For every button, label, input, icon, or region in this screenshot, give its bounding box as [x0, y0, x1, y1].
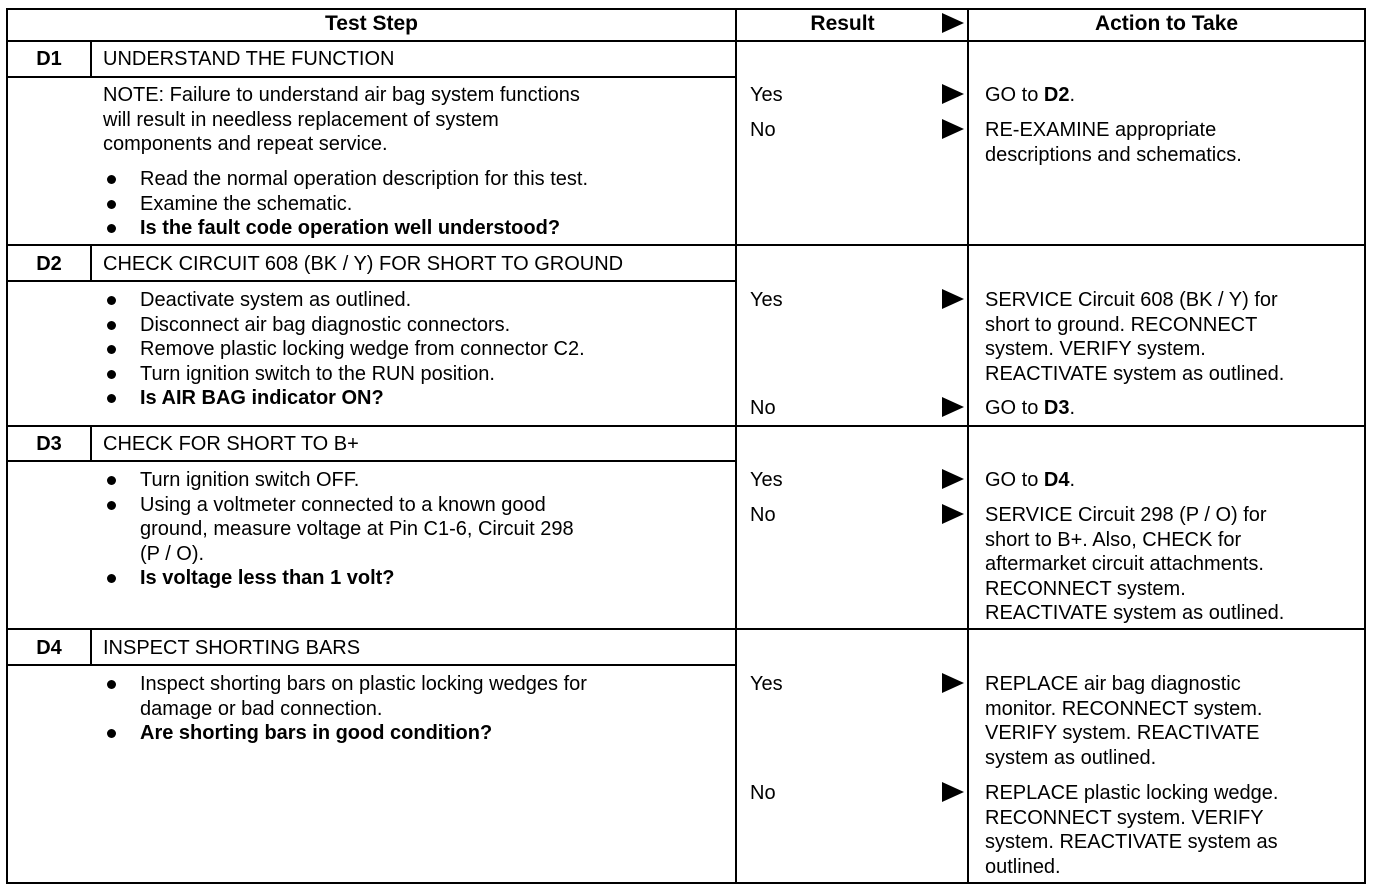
result-arrow-icon — [942, 673, 964, 693]
result-arrow-icon — [942, 397, 964, 417]
bullet-icon — [107, 370, 116, 379]
step-instruction: Read the normal operation description for this test. — [140, 168, 589, 190]
bullet-icon — [107, 729, 116, 738]
step-code: D3 — [36, 433, 62, 455]
step-instruction: damage or bad connection. — [140, 697, 383, 720]
column-divider-result — [967, 8, 969, 884]
table-border-bottom — [6, 882, 1366, 884]
action-line: GO to — [985, 84, 1044, 106]
row-separator — [6, 425, 1366, 427]
step-instruction: Remove plastic locking wedge from connector C2. — [140, 338, 585, 360]
header-arrow-icon — [942, 13, 964, 33]
bullet-icon — [107, 501, 116, 510]
row-separator — [6, 628, 1366, 630]
action-punct: . — [1069, 397, 1076, 419]
action-line: REACTIVATE system as outlined. — [985, 362, 1285, 385]
header-action: Action to Take — [1094, 12, 1239, 35]
action-line: monitor. RECONNECT system. — [985, 697, 1263, 720]
action-line: REACTIVATE system as outlined. — [985, 602, 1285, 624]
action-line: SERVICE Circuit 608 (BK / Y) for — [985, 289, 1278, 311]
action-line: GO to — [985, 397, 1044, 419]
result-no: No — [750, 504, 776, 526]
step-question: Is the fault code operation well understood? — [140, 217, 561, 239]
code-cell-divider — [90, 40, 92, 78]
step-title: CHECK CIRCUIT 608 (BK / Y) FOR SHORT TO GROUND — [103, 253, 624, 275]
action-text — [985, 396, 1075, 421]
bullet-icon — [107, 175, 116, 184]
result-yes: Yes — [750, 289, 783, 311]
action-line: system. REACTIVATE system as — [985, 831, 1278, 853]
header-result: Result — [810, 12, 875, 35]
table-border-top — [6, 8, 1366, 10]
result-arrow-icon — [942, 504, 964, 524]
code-cell-divider — [90, 628, 92, 666]
header-rule — [6, 40, 1366, 42]
column-divider-test-step — [735, 8, 737, 884]
bullet-icon — [107, 574, 116, 583]
step-question: Are shorting bars in good condition? — [140, 722, 493, 744]
result-no: No — [750, 119, 776, 141]
step-code: D2 — [36, 253, 62, 275]
action-line: VERIFY system. REACTIVATE — [985, 722, 1260, 744]
step-instruction: Using a voltmeter connected to a known good — [140, 493, 546, 516]
step-code: D1 — [36, 48, 62, 70]
step-question: Is voltage less than 1 volt? — [140, 567, 395, 589]
action-punct: . — [1069, 469, 1076, 491]
code-cell-divider — [90, 244, 92, 282]
step-title-rule — [6, 664, 737, 666]
result-yes: Yes — [750, 673, 783, 695]
step-reference: D3 — [1043, 397, 1070, 419]
bullet-icon — [107, 200, 116, 209]
result-yes: Yes — [750, 84, 783, 106]
bullet-icon — [107, 296, 116, 305]
row-separator — [6, 244, 1366, 246]
bullet-icon — [107, 394, 116, 403]
bullet-icon — [107, 345, 116, 354]
action-line: SERVICE Circuit 298 (P / O) for — [985, 504, 1267, 526]
step-title: CHECK FOR SHORT TO B+ — [103, 433, 359, 455]
result-yes: Yes — [750, 469, 783, 491]
bullet-icon — [107, 321, 116, 330]
action-line: aftermarket circuit attachments. — [985, 553, 1264, 575]
bullet-icon — [107, 476, 116, 485]
action-line: RE-EXAMINE appropriate — [985, 119, 1217, 141]
step-title-rule — [6, 460, 737, 462]
step-instruction: Turn ignition switch OFF. — [140, 469, 360, 491]
action-text — [985, 468, 1075, 493]
step-question: Is AIR BAG indicator ON? — [140, 387, 384, 409]
action-line: system. VERIFY system. — [985, 338, 1206, 360]
action-line: short to B+. Also, CHECK for — [985, 528, 1242, 551]
note-line: components and repeat service. — [103, 133, 388, 155]
header-test-step: Test Step — [325, 12, 418, 35]
code-cell-divider — [90, 425, 92, 462]
result-arrow-icon — [942, 119, 964, 139]
action-line: REPLACE plastic locking wedge. — [985, 782, 1279, 804]
result-arrow-icon — [942, 84, 964, 104]
table-border-right — [1364, 8, 1366, 884]
step-code: D4 — [36, 637, 62, 659]
action-punct: . — [1069, 84, 1076, 106]
result-no: No — [750, 397, 776, 419]
action-line: outlined. — [985, 855, 1061, 878]
bullet-icon — [107, 224, 116, 233]
step-title: UNDERSTAND THE FUNCTION — [103, 48, 395, 70]
result-arrow-icon — [942, 289, 964, 309]
result-no: No — [750, 782, 776, 804]
step-instruction: Examine the schematic. — [140, 192, 353, 215]
step-title-rule — [6, 280, 737, 282]
action-line: system as outlined. — [985, 746, 1157, 769]
step-instruction: ground, measure voltage at Pin C1-6, Circuit 298 — [140, 518, 574, 540]
note-line: NOTE: Failure to understand air bag system functions — [103, 84, 580, 106]
action-line: short to ground. RECONNECT — [985, 313, 1258, 336]
step-title-rule — [6, 76, 737, 78]
step-instruction: Disconnect air bag diagnostic connectors. — [140, 313, 511, 336]
action-text — [985, 83, 1075, 108]
action-line: REPLACE air bag diagnostic — [985, 673, 1241, 695]
step-instruction: Inspect shorting bars on plastic locking wedges for — [140, 673, 587, 695]
result-arrow-icon — [942, 469, 964, 489]
result-arrow-icon — [942, 782, 964, 802]
note-line: will result in needless replacement of system — [103, 108, 499, 131]
step-reference: D2 — [1043, 84, 1070, 106]
step-reference: D4 — [1043, 469, 1070, 491]
step-instruction: Turn ignition switch to the RUN position. — [140, 362, 495, 385]
bullet-icon — [107, 680, 116, 689]
action-line: GO to — [985, 469, 1044, 491]
step-title: INSPECT SHORTING BARS — [103, 637, 361, 659]
action-line: RECONNECT system. VERIFY — [985, 806, 1264, 829]
step-instruction: Deactivate system as outlined. — [140, 289, 412, 311]
action-line: descriptions and schematics. — [985, 143, 1242, 166]
step-instruction: (P / O). — [140, 542, 205, 565]
action-line: RECONNECT system. — [985, 577, 1186, 600]
